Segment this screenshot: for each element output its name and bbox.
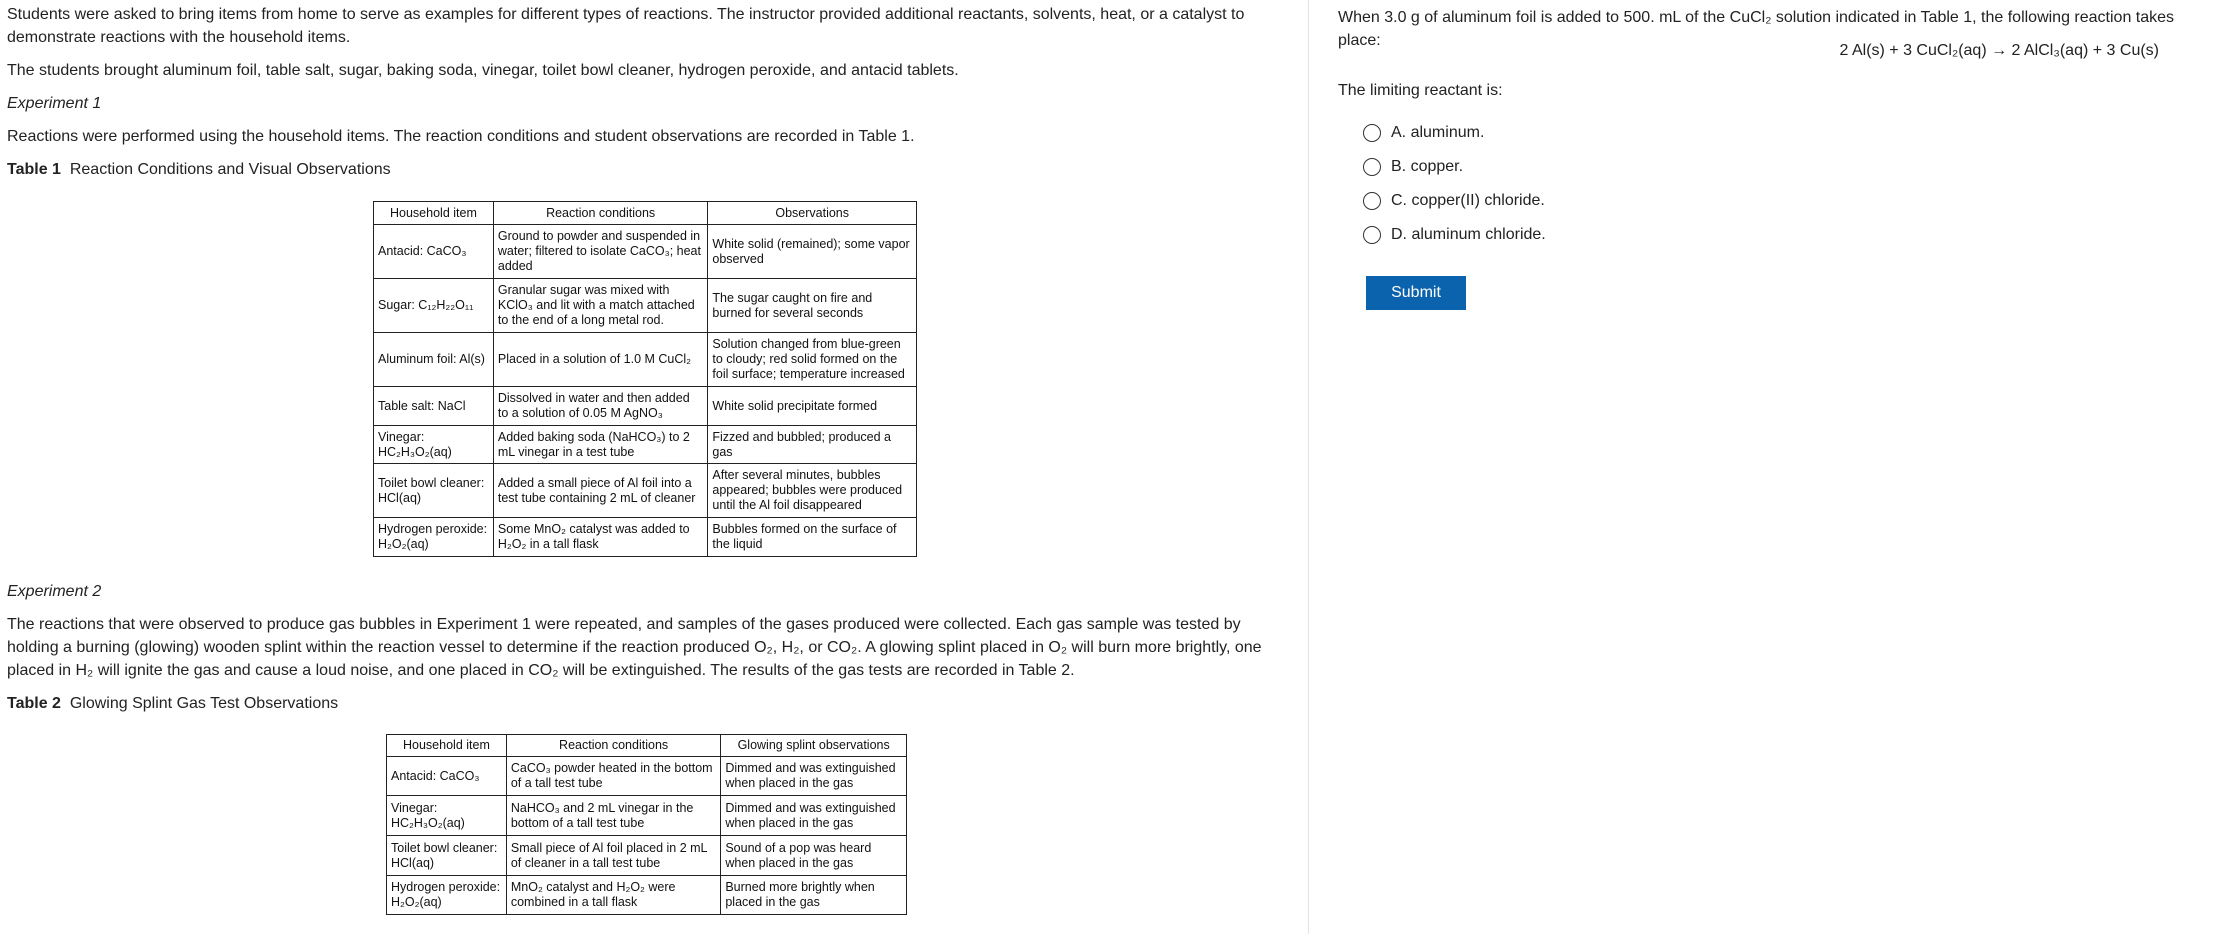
question-pane (1309, 0, 2236, 934)
experiment-2-paragraph: The reactions that were observed to produce gas bubbles in Experiment 1 were repeated, and samples of the gases produced were collected. Each gas sample was tested by holding a burning (glowing) wooden splint within the reaction vessel to determine if the reaction produced O₂, H₂, or CO₂. A glowing splint placed in O₂ will burn more brightly, one placed in H₂ will ignite the gas and cause a loud noise, and one placed in CO₂ will be extinguished. The results of the gas tests are recorded in Table 2. (7, 616, 1262, 679)
experiment-1-heading: Experiment 1 (7, 95, 102, 112)
table-row (374, 426, 917, 464)
table-row (387, 757, 907, 796)
table-cell-conditions: Placed in a solution of 1.0 M CuCl₂ (493, 333, 708, 387)
table-cell-observations: White solid precipitate formed (708, 387, 917, 426)
table-cell-item: Hydrogen peroxide: H₂O₂(aq) (374, 518, 494, 557)
question-text: When 3.0 g of aluminum foil is added to 500. mL of the CuCl₂ solution indicated in Table 1, the following reaction takes place: (1338, 9, 2175, 49)
table-2-caption (7, 692, 338, 715)
option-text: copper. (1410, 158, 1464, 175)
radio-button[interactable] (1363, 192, 1381, 210)
table-cell-observations: Sound of a pop was heard when placed in the gas (721, 836, 907, 876)
table-cell-observations: The sugar caught on fire and burned for several seconds (708, 279, 917, 333)
table-cell-observations: Solution changed from blue-green to cloudy; red solid formed on the foil surface; temperature increased (708, 333, 917, 387)
option-text: copper(II) chloride. (1411, 192, 1545, 209)
option-letter: B. (1391, 158, 1407, 175)
intro-paragraph-2: The students brought aluminum foil, table salt, sugar, baking soda, vinegar, toilet bowl cleaner, hydrogen peroxide, and antacid tablets. (7, 62, 959, 79)
table-2-header-cell: Glowing splint observations (721, 735, 907, 757)
table-cell-observations: After several minutes, bubbles appeared; bubbles were produced until the Al foil disappeared (708, 464, 917, 518)
table-cell-conditions: Some MnO₂ catalyst was added to H₂O₂ in a tall flask (493, 518, 708, 557)
table-cell-observations: Dimmed and was extinguished when placed in the gas (721, 796, 907, 836)
table-2-header-cell: Reaction conditions (506, 735, 720, 757)
table-cell-item: Antacid: CaCO₃ (374, 225, 494, 279)
table-cell-conditions: Dissolved in water and then added to a solution of 0.05 M AgNO₃ (493, 387, 708, 426)
table-cell-conditions: NaHCO₃ and 2 mL vinegar in the bottom of a tall test tube (506, 796, 720, 836)
option-b[interactable] (1363, 158, 1463, 176)
table-cell-observations: Burned more brightly when placed in the gas (721, 876, 907, 915)
table-row (374, 518, 917, 557)
table-cell-conditions: Added a small piece of Al foil into a test tube containing 2 mL of cleaner (493, 464, 708, 518)
option-a[interactable] (1363, 124, 1484, 142)
table-cell-observations: Fizzed and bubbled; produced a gas (708, 426, 917, 464)
option-c[interactable] (1363, 192, 1545, 210)
table-1-header-cell: Household item (374, 202, 494, 225)
table-1-caption-text: Reaction Conditions and Visual Observations (69, 161, 391, 178)
table-row (374, 387, 917, 426)
table-1-header-cell: Reaction conditions (493, 202, 708, 225)
table-cell-observations: White solid (remained); some vapor observed (708, 225, 917, 279)
table-1-header-cell: Observations (708, 202, 917, 225)
radio-button[interactable] (1363, 226, 1381, 244)
table-row (374, 225, 917, 279)
table-cell-conditions: MnO₂ catalyst and H₂O₂ were combined in a tall flask (506, 876, 720, 915)
radio-button[interactable] (1363, 124, 1381, 142)
experiment-2-heading: Experiment 2 (7, 583, 102, 600)
table-1-caption (7, 158, 391, 181)
table-cell-conditions: Ground to powder and suspended in water; filtered to isolate CaCO₃; heat added (493, 225, 708, 279)
table-row (387, 796, 907, 836)
option-letter: D. (1391, 226, 1407, 243)
table-cell-item: Vinegar: HC₂H₃O₂(aq) (374, 426, 494, 464)
table-cell-conditions: CaCO₃ powder heated in the bottom of a tall test tube (506, 757, 720, 796)
table-row (374, 464, 917, 518)
table-1 (373, 201, 917, 557)
table-cell-conditions: Added baking soda (NaHCO₃) to 2 mL vinegar in a test tube (493, 426, 708, 464)
table-row (387, 836, 907, 876)
table-1-header-row (374, 202, 917, 225)
table-cell-item: Antacid: CaCO₃ (387, 757, 507, 796)
table-2-label: Table 2 (7, 695, 61, 712)
table-row (374, 279, 917, 333)
option-text: aluminum. (1410, 124, 1485, 141)
option-letter: A. (1391, 124, 1407, 141)
option-d[interactable] (1363, 226, 1546, 244)
table-cell-conditions: Small piece of Al foil placed in 2 mL of cleaner in a tall test tube (506, 836, 720, 876)
table-cell-item: Table salt: NaCl (374, 387, 494, 426)
table-cell-item: Aluminum foil: Al(s) (374, 333, 494, 387)
option-text: aluminum chloride. (1411, 226, 1546, 243)
table-cell-item: Hydrogen peroxide: H₂O₂(aq) (387, 876, 507, 915)
table-cell-item: Toilet bowl cleaner: HCl(aq) (387, 836, 507, 876)
table-row (374, 333, 917, 387)
table-2 (386, 734, 907, 915)
intro-paragraph-1: Students were asked to bring items from home to serve as examples for different types of reactions. The instructor provided additional reactants, solvents, heat, or a catalyst to demonstrate reactions with the household items. (7, 6, 1245, 46)
table-cell-item: Sugar: C₁₂H₂₂O₁₁ (374, 279, 494, 333)
table-cell-item: Toilet bowl cleaner: HCl(aq) (374, 464, 494, 518)
experiment-1-paragraph: Reactions were performed using the household items. The reaction conditions and student observations are recorded in Table 1. (7, 128, 915, 145)
submit-button[interactable]: Submit (1366, 276, 1466, 310)
table-cell-conditions: Granular sugar was mixed with KClO₃ and lit with a match attached to the end of a long metal rod. (493, 279, 708, 333)
table-cell-observations: Bubbles formed on the surface of the liquid (708, 518, 917, 557)
table-cell-observations: Dimmed and was extinguished when placed in the gas (721, 757, 907, 796)
option-letter: C. (1391, 192, 1407, 209)
table-row (387, 876, 907, 915)
table-1-label: Table 1 (7, 161, 61, 178)
table-2-header-cell: Household item (387, 735, 507, 757)
table-2-header-row (387, 735, 907, 757)
table-cell-item: Vinegar: HC₂H₃O₂(aq) (387, 796, 507, 836)
radio-button[interactable] (1363, 158, 1381, 176)
question-prompt: The limiting reactant is: (1338, 82, 1503, 99)
reaction-equation: 2 Al(s) + 3 CuCl₂(aq) → 2 AlCl₃(aq) + 3 Cu(s) (1839, 42, 2159, 59)
table-2-caption-text: Glowing Splint Gas Test Observations (69, 695, 339, 712)
